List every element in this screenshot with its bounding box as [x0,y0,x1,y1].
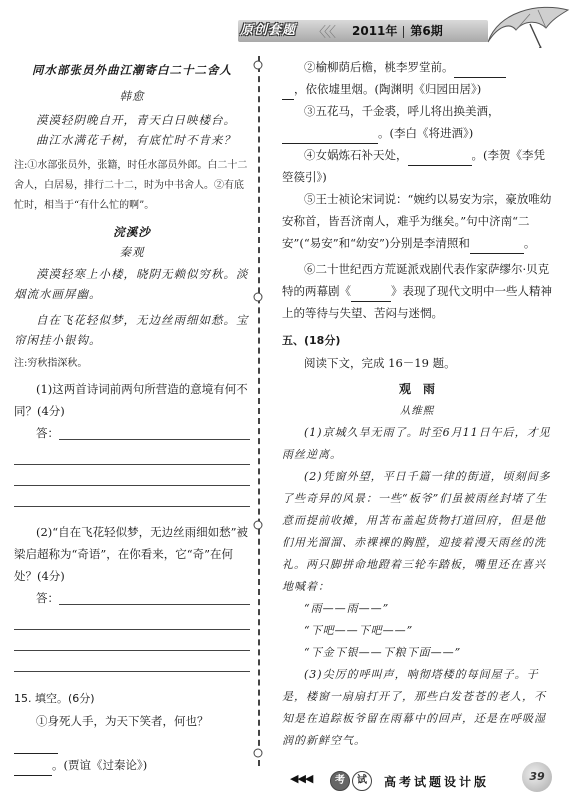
blank-field[interactable] [470,239,524,254]
blank-field[interactable] [408,151,472,166]
column-divider [258,56,260,766]
article-paragraph: (3)尖厉的呼叫声，响彻塔楼的每间屋子。于是，楼窗一扇扇打开了，那些白发苍苍的老人，不知是在追踪板爷留在雨幕中的回声，还是在呼吸湿润的新鲜空气。 [282,668,546,747]
header-issue-number: 第6期 [410,24,443,38]
question-2: (2)“自在飞花轻似梦，无边丝雨细如愁”被梁启超称为“奇语”，在你看来，它“奇”在何处？(4分) [14,525,249,583]
answer-line[interactable] [14,651,250,672]
answer-line[interactable] [14,630,250,651]
answer-label: 答： [36,426,59,440]
fill-blank-5 [282,188,552,254]
fill-blank-text: 》表现了现代文明中一些人精神上的等待与失望、苦闷与迷惘。 [282,284,552,320]
poem1-line: 曲江水满花千树，有底忙时不肯来？ [36,133,236,147]
footer-title: 高考试题设计版 [384,775,490,789]
fill-blank-text: ④女娲炼石补天处， [304,148,408,162]
answer-line[interactable] [59,587,250,605]
poem1-author: 韩愈 [119,89,145,103]
footer-badge: 考 [330,771,350,791]
page-number: 39 [522,762,552,792]
fill-blank-text: ⑥二十世纪西方荒诞派戏剧代表作家萨缪尔·贝克特的两幕剧《 [282,262,550,298]
fill-blank-source: ，依依墟里烟。(陶渊明《归园田居》) [294,82,482,96]
section-heading: 五、(18分) [282,334,341,347]
question-15-title: 15. 填空。(6分) [14,692,95,705]
left-arrows-icon: ◀◀◀ [290,772,313,785]
poem2-line: 漠漠轻寒上小楼，晓阴无赖似穷秋。淡烟流水画屏幽。 [14,267,249,301]
fill-blank-source: 。(贾谊《过秦论》) [52,758,148,772]
poem1-note: 注:①水部张员外，张籍，时任水部员外郎。白二十二舍人，白居易，排行二十二，时为中书舍人。②有底忙时，相当于“有什么忙的啊”。 [14,160,248,211]
blank-field[interactable] [14,739,58,754]
header-issue [352,22,443,40]
answer-line[interactable] [14,486,250,507]
fill-blank-1 [14,710,250,754]
fill-blank-source: 。(李白《将进酒》) [378,126,474,140]
blank-field[interactable] [282,129,378,144]
right-column [282,56,552,752]
article-author: 从维熙 [399,405,435,417]
header-brand: 原创套题 [240,23,297,38]
article-title: 观 雨 [398,382,435,396]
divider-marker-icon [253,292,263,302]
chevron-icon: 〈〈〈 [312,25,334,41]
article-paragraph: (2)凭窗外望，平日千篇一律的街道，顷刻间多了些奇异的风景：一些“板爷”们虽被雨丝封堵了生意而提前收摊，用苫布盖起货物打道回府，但是他们用光溜溜、赤裸裸的胸膛，迎接着漫天雨丝的洗礼。两只脚拼命地蹬着三轮车踏板，嘴里还在喜兴地喊着： [282,470,551,593]
answer-line[interactable] [14,465,250,486]
poem2-author: 秦观 [119,245,145,259]
blank-field[interactable] [351,287,391,302]
answer-line[interactable] [59,422,250,440]
fill-blank-6 [282,258,552,324]
article-chant: “雨——雨——” [304,602,390,615]
fill-blank-text: ①身死人手，为天下笑者，何也？ [36,714,209,728]
fill-blank-text: ⑤王士祯论宋词说：“婉约以易安为宗，豪放唯幼安称首，皆吾济南人，难乎为继矣。”句中济南“二安”(“易安”和“幼安”)分别是李清照和 [282,192,552,250]
fill-blank-2 [282,56,552,78]
blank-field[interactable] [454,63,506,78]
poem2-title: 浣溪沙 [113,225,151,239]
poem2-note: 注:穷秋指深秋。 [14,358,88,369]
divider-marker-icon [253,748,263,758]
article-chant: “下吧——下吧——” [304,624,414,637]
article-paragraph: (1)京城久旱无雨了。时至6月11日午后，才见雨丝逆离。 [282,426,551,461]
page-footer [290,760,550,796]
answer-label: 答： [36,591,59,605]
instruction: 阅读下文，完成 16－19 题。 [304,356,456,370]
umbrella-icon [468,2,576,48]
answer-line[interactable] [14,444,250,465]
divider-marker-icon [253,60,263,70]
article-chant: “下金下银——下粮下面——” [304,646,462,659]
poem1-line: 漠漠轻阴晚自开，青天白日映楼台。 [36,113,236,127]
blank-field[interactable] [282,85,294,100]
blank-field[interactable] [14,761,52,776]
poem1-title: 同水部张员外曲江潮寄白二十二舍人 [32,63,232,77]
fill-blank-1-cont [14,754,250,776]
fill-blank-2-cont [282,78,552,100]
header-year: 2011年 [352,24,398,38]
question-1: (1)这两首诗词前两句所营造的意境有何不同？(4分) [14,382,248,418]
answer-line[interactable] [14,609,250,630]
fill-blank-end: 。 [523,236,536,250]
answer-row [14,422,250,444]
fill-blank-3-cont [282,122,552,144]
fill-blank-3: ③五花马，千金裘，呼儿将出换美酒， [304,104,500,118]
fill-blank-4 [282,144,552,188]
fill-blank-source: 。(李贺《李凭箜篌引》) [282,148,545,184]
page-header [0,0,581,46]
footer-badge: 试 [352,771,372,791]
fill-blank-text: ②榆柳荫后檐，桃李罗堂前。 [304,60,454,74]
left-column [14,56,250,776]
answer-row [14,587,250,609]
poem2-line: 自在飞花轻似梦，无边丝雨细如愁。宝帘闲挂小银钩。 [14,313,249,347]
divider-marker-icon [253,520,263,530]
